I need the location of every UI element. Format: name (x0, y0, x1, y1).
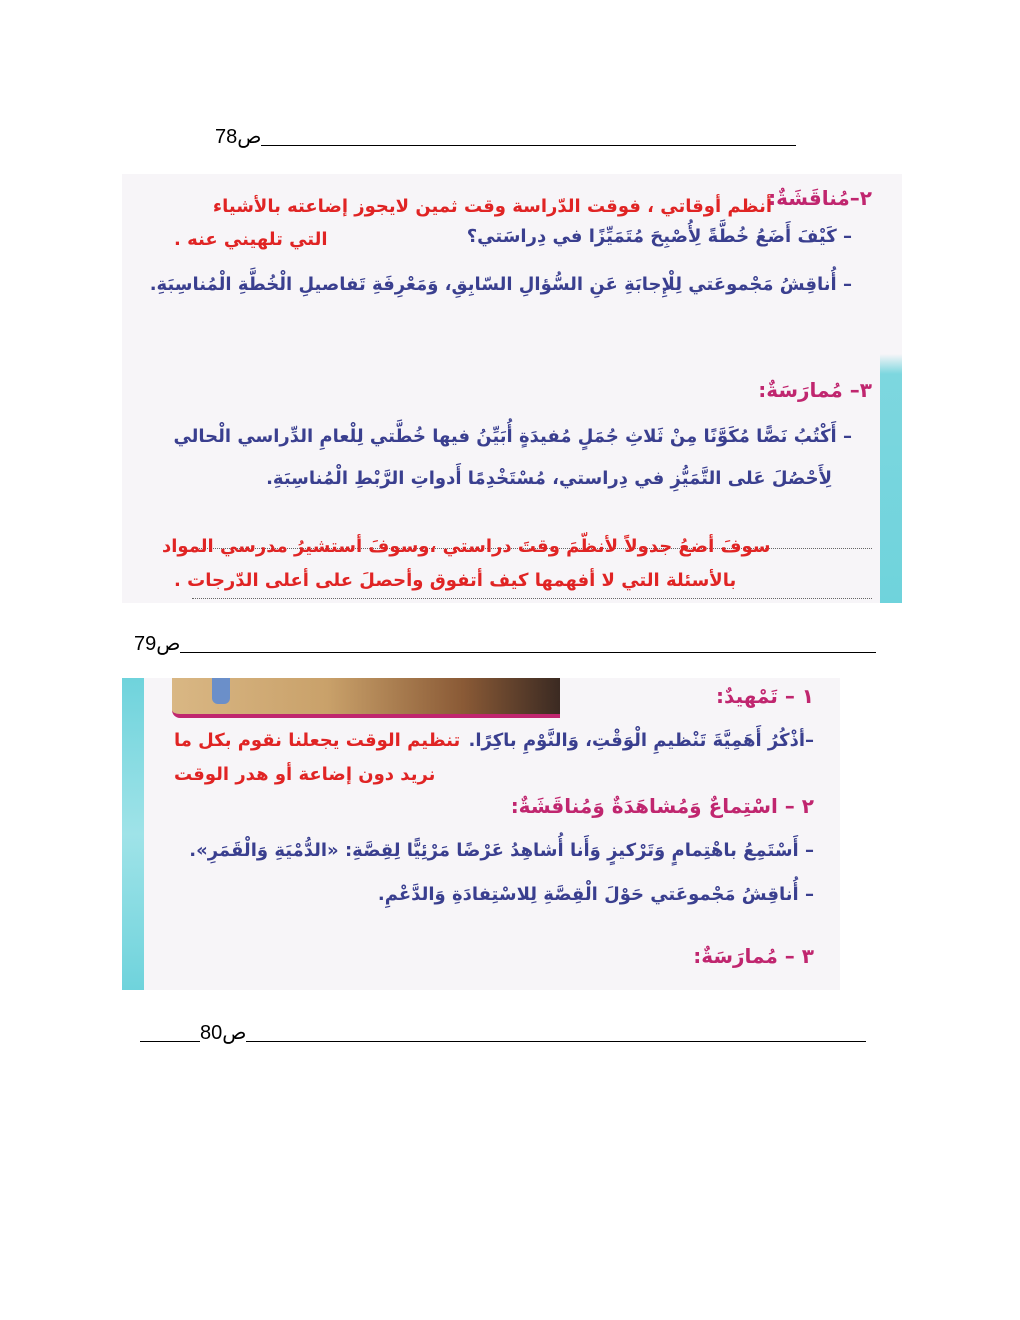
textbook-scan-page-78 (122, 174, 902, 603)
page-number-78: ص78 (215, 126, 262, 148)
answer-line (180, 652, 876, 653)
practice-line-1: – أَكْتُبُ نَصًّا مُكَوَّنًا مِنْ ثَلاثِ جُمَلٍ مُفيدَةٍ أُبَيِّنُ فيها خُطَّتي لِلْعامِ الدِّراسي الْحالي (173, 426, 852, 447)
practice-answer-line-2: بالأسئلة التي لا أفهمها كيف أتفوق وأحصلَ على أعلى الدّرجات . (174, 570, 737, 591)
dotted-answer-line-2 (192, 598, 872, 599)
practice-line-2: لِأَحْصُلَ عَلى التَّمَيُّزِ في دِراستي، مُسْتَخْدِمًا أَدواتِ الرَّبْطِ الْمُناسِبَةِ. (266, 468, 832, 489)
listen-line-1: – أَسْتَمِعُ باهْتِمامٍ وَتَرْكيزٍ وَأَنا أُشاهِدُ عَرْضًا مَرْئِيًّا لِقِصَّةِ: «الدُّمْيَةِ وَالْقَمَرِ». (189, 840, 814, 861)
practice-heading: ٣– مُمارَسَةٌ: (758, 378, 872, 402)
answer-line (261, 145, 796, 146)
page-number-79: ص79 (134, 633, 181, 655)
intro-line: –أذْكُرُ أَهَمِيَّةَ تَنْظيمِ الْوَقْتِ، وَالنَّوْمِ باكِرًا. (468, 730, 814, 751)
discussion-answer-line-2: التي تلهيني عنه . (174, 229, 328, 250)
textbook-scan-page-79 (122, 678, 840, 990)
character-figure (212, 678, 230, 704)
listen-heading: ٢ – اسْتِماعٌ وَمُشاهَدَةٌ وَمُناقَشَةٌ: (510, 794, 814, 818)
practice-heading-2: ٣ – مُمارَسَةٌ: (693, 944, 814, 968)
page-number-80: ص80 (200, 1022, 247, 1044)
answer-line (246, 1041, 866, 1042)
answer-line-short (140, 1041, 200, 1042)
practice-answer-line-1: سوفَ أضعُ جدولاً لأنظّمَ وقتَ دراستي ،وسوفَ أستشيرُ مدرسي المواد (162, 536, 771, 557)
intro-answer-line-1: تنظيم الوقت يجعلنا نقوم بكل ما (174, 730, 461, 751)
question-1: – كَيْفَ أَضَعُ خُطَّةً لِأُصْبِحَ مُتَمَيِّزًا في دِراسَتي؟ (466, 226, 852, 247)
page-label-79 (134, 631, 876, 656)
decorative-stripe (122, 678, 144, 990)
decorative-stripe (880, 174, 902, 603)
intro-answer-line-2: نريد دون إضاعة أو هدر الوقت (174, 764, 436, 785)
discussion-answer-line-1: أنظم أوقاتي ، فوقت الدّراسة وقت ثمين لايجوز إضاعته بالأشياء (212, 196, 772, 217)
story-illustration (172, 678, 560, 718)
discussion-heading: ٢–مُناقَشَةٌ: (768, 186, 872, 210)
question-2: – أُناقِشُ مَجْموعَتي لِلْإِجابَةِ عَنِ السُّؤالِ السّابِقِ، وَمَعْرِفَةِ تَفاصيلِ الْخُطَّةِ الْمُناسِبَةِ. (149, 274, 852, 295)
page-label-78 (215, 124, 796, 149)
page-label-80 (140, 1020, 866, 1045)
intro-heading: ١ – تَمْهيدٌ: (716, 684, 814, 708)
listen-line-2: – أُناقِشُ مَجْموعَتي حَوْلَ الْقِصَّةِ لِلاسْتِفادَةِ وَالدَّعْمِ. (377, 884, 814, 905)
